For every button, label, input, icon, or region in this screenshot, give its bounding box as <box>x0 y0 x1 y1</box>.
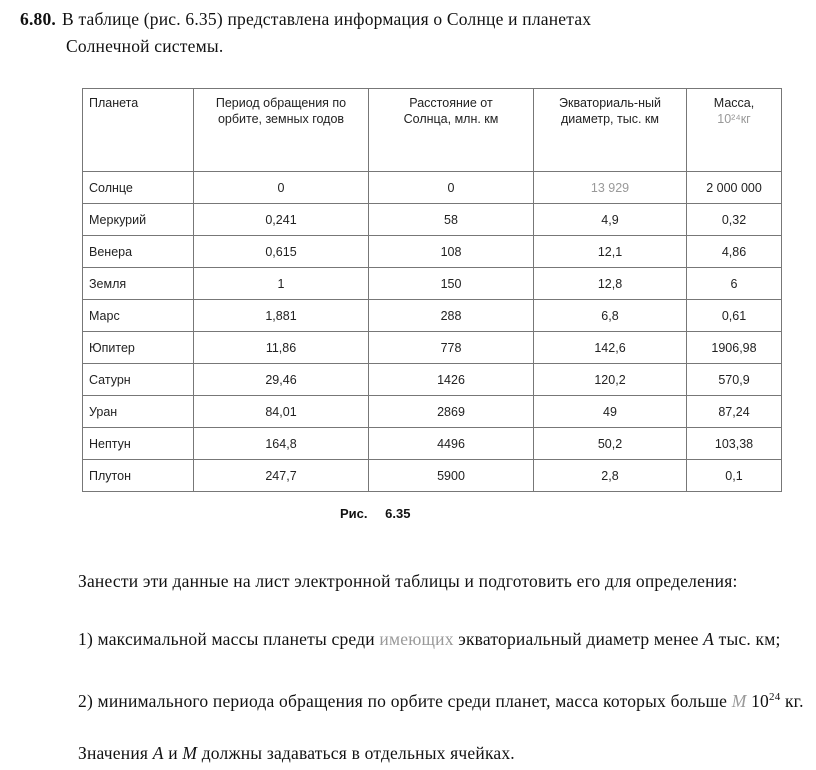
table-cell: 49 <box>534 396 687 428</box>
table-cell: 0,241 <box>194 204 369 236</box>
table-row <box>83 300 782 332</box>
table-cell: 12,8 <box>534 268 687 300</box>
table-cell: 150 <box>369 268 534 300</box>
table-cell: 13 929 <box>534 172 687 204</box>
problem-statement: 6.80. В таблице (рис. 6.35) представлена информация о Солнце и планетах Солнечной системы. <box>20 9 592 56</box>
table-cell: Венера <box>83 236 194 268</box>
table-cell: 11,86 <box>194 332 369 364</box>
table-cell: 778 <box>369 332 534 364</box>
table-cell: Сатурн <box>83 364 194 396</box>
header-mass: Масса, 10²⁴кг <box>687 89 782 172</box>
table-cell: 6 <box>687 268 782 300</box>
table-cell: Солнце <box>83 172 194 204</box>
table-cell: 4,9 <box>534 204 687 236</box>
table-cell: 2 000 000 <box>687 172 782 204</box>
table-cell: 0,61 <box>687 300 782 332</box>
planets-table <box>82 88 782 492</box>
table-cell: 29,46 <box>194 364 369 396</box>
table-cell: 0,32 <box>687 204 782 236</box>
table-cell: 164,8 <box>194 428 369 460</box>
table-row <box>83 428 782 460</box>
header-period: Период обращения по орбите, земных годов <box>194 89 369 172</box>
table-row <box>83 204 782 236</box>
task-item-1: 1) максимальной массы планеты среди имеющих экваториальный диаметр менее A тыс. км; <box>78 629 781 649</box>
table-cell: 142,6 <box>534 332 687 364</box>
table-cell: 87,24 <box>687 396 782 428</box>
header-distance: Расстояние от Солнца, млн. км <box>369 89 534 172</box>
table-cell: 12,1 <box>534 236 687 268</box>
table-cell: Уран <box>83 396 194 428</box>
table-cell: 1 <box>194 268 369 300</box>
table-cell: 2,8 <box>534 460 687 492</box>
table-row <box>83 172 782 204</box>
figure-caption: Рис. 6.35 <box>340 506 411 521</box>
table-cell: Меркурий <box>83 204 194 236</box>
table-cell: 0,1 <box>687 460 782 492</box>
table-cell: 1906,98 <box>687 332 782 364</box>
table-cell: 103,38 <box>687 428 782 460</box>
table-cell: 247,7 <box>194 460 369 492</box>
table-cell: 2869 <box>369 396 534 428</box>
table-cell: 0 <box>369 172 534 204</box>
table-header-row <box>83 89 782 172</box>
table-cell: 4496 <box>369 428 534 460</box>
table-cell: 50,2 <box>534 428 687 460</box>
table-cell: 6,8 <box>534 300 687 332</box>
table-row <box>83 364 782 396</box>
table-cell: 0 <box>194 172 369 204</box>
table-cell: 108 <box>369 236 534 268</box>
table-cell: 58 <box>369 204 534 236</box>
table-cell: 0,615 <box>194 236 369 268</box>
table-cell: Юпитер <box>83 332 194 364</box>
table-cell: 288 <box>369 300 534 332</box>
table-row <box>83 268 782 300</box>
table-cell: 1426 <box>369 364 534 396</box>
table-cell: 120,2 <box>534 364 687 396</box>
header-planet: Планета <box>83 89 194 172</box>
table-cell: 4,86 <box>687 236 782 268</box>
table-cell: Нептун <box>83 428 194 460</box>
table-cell: 5900 <box>369 460 534 492</box>
task-intro: Занести эти данные на лист электронной таблицы и подготовить его для определения: <box>78 571 738 591</box>
task-final: Значения A и M должны задаваться в отдельных ячейках. <box>78 743 515 763</box>
task-item-2: 2) минимального периода обращения по орбите среди планет, масса которых больше M $10^{24}$ кг. <box>78 690 804 711</box>
table-cell: 1,881 <box>194 300 369 332</box>
table-cell: Марс <box>83 300 194 332</box>
table-cell: 570,9 <box>687 364 782 396</box>
table-row <box>83 236 782 268</box>
table-row <box>83 396 782 428</box>
table-cell: 84,01 <box>194 396 369 428</box>
table-row <box>83 332 782 364</box>
table-cell: Плутон <box>83 460 194 492</box>
header-diameter: Экваториаль-ный диаметр, тыс. км <box>534 89 687 172</box>
table-cell: Земля <box>83 268 194 300</box>
table-row <box>83 460 782 492</box>
